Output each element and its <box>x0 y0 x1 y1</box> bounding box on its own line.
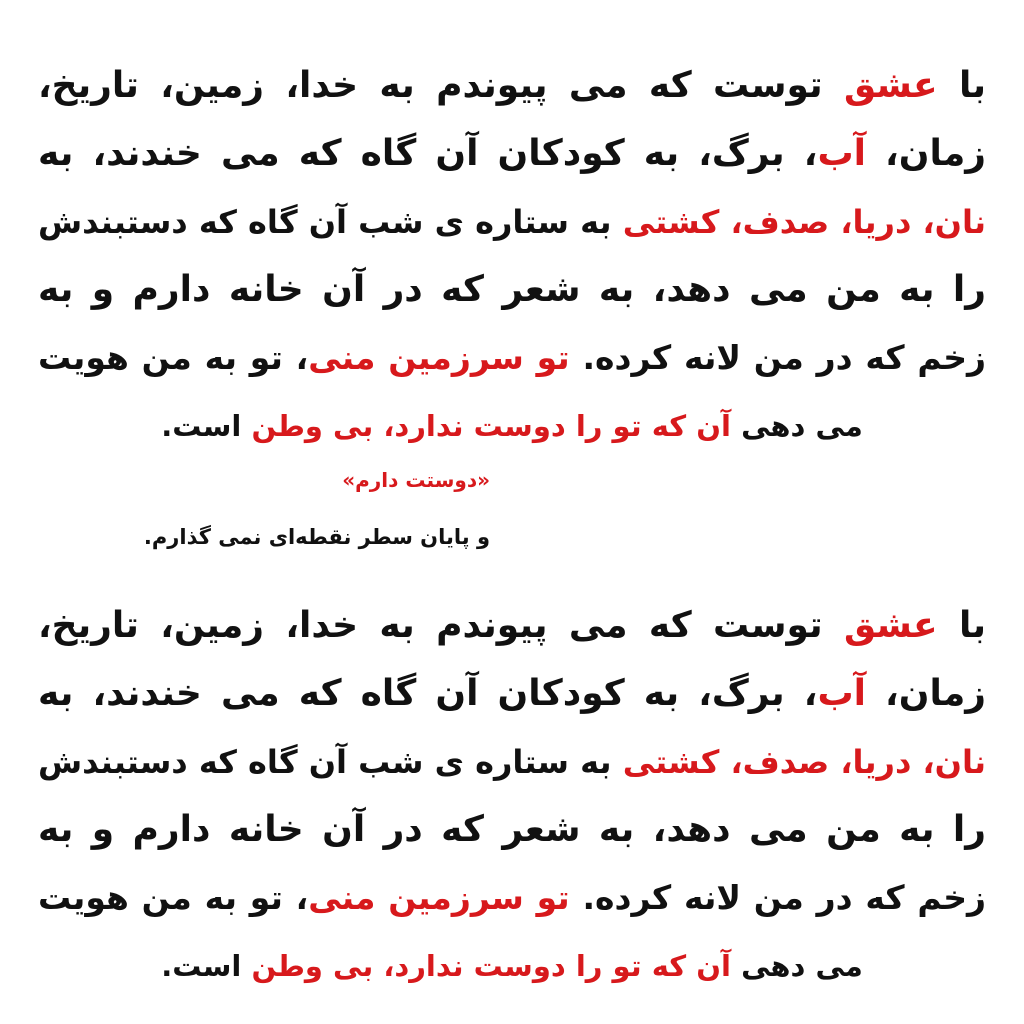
poem-segment: با <box>937 605 986 646</box>
period-note: و پایان سطر نقطه‌ای نمی گذارم. <box>143 525 490 549</box>
poem-line <box>38 864 986 932</box>
poem-segment: به ستاره ی شب آن گاه که دستبندش <box>38 743 623 781</box>
poem-segment-highlight: آب <box>817 673 866 714</box>
poem-segment: ، تو به من هویت <box>38 878 309 917</box>
poem-segment-highlight: آب <box>817 133 866 174</box>
poem-segment-highlight: تو سرزمین منی <box>308 338 570 377</box>
poem-line <box>38 256 986 324</box>
poem-segment-highlight: عشق <box>843 605 938 646</box>
poem-segment: به ستاره ی شب آن گاه که دستبندش <box>38 203 623 241</box>
poem-segment: زمان، <box>865 133 986 174</box>
poem-line <box>38 728 986 796</box>
poem-segment-highlight: نان، دریا، صدف، کشتی <box>622 203 986 241</box>
poem-segment-highlight: آن که تو را دوست ندارد، بی وطن <box>251 949 731 983</box>
poem-segment-highlight: تو سرزمین منی <box>308 878 570 917</box>
poem-segment: ، تو به من هویت <box>38 338 309 377</box>
poem-segment: زمان، <box>865 673 986 714</box>
poem-block-top <box>38 52 986 460</box>
poem-segment-highlight: نان، دریا، صدف، کشتی <box>622 743 986 781</box>
poem-segment-highlight: عشق <box>843 65 938 106</box>
poem-segment: با <box>937 65 986 106</box>
poem-line <box>38 932 986 1000</box>
poem-segment: را به من می دهد، به شعر که در آن خانه دارم و به <box>38 809 986 850</box>
poem-segment: ، برگ، به کودکان آن گاه که می خندند، به <box>38 673 818 714</box>
poem-segment: است. <box>161 949 252 983</box>
poem-line <box>38 52 986 120</box>
poem-line <box>38 188 986 256</box>
poem-line <box>38 592 986 660</box>
poem-segment: توست که می پیوندم به خدا، زمین، تاریخ، <box>38 65 844 106</box>
poem-line <box>38 392 986 460</box>
quote-note: «دوستت دارم» <box>342 468 490 492</box>
poem-segment: را به من می دهد، به شعر که در آن خانه دارم و به <box>38 269 986 310</box>
poem-segment: زخم که در من لانه کرده. <box>569 878 986 917</box>
poem-line <box>38 660 986 728</box>
poem-segment: می دهی <box>730 409 863 443</box>
poem-segment: زخم که در من لانه کرده. <box>569 338 986 377</box>
poem-line <box>38 120 986 188</box>
poem-segment: می دهی <box>730 949 863 983</box>
poem-line <box>38 324 986 392</box>
poem-segment: است. <box>161 409 252 443</box>
poem-segment: ، برگ، به کودکان آن گاه که می خندند، به <box>38 133 818 174</box>
poem-segment: توست که می پیوندم به خدا، زمین، تاریخ، <box>38 605 844 646</box>
poem-segment-highlight: آن که تو را دوست ندارد، بی وطن <box>251 409 731 443</box>
poem-line <box>38 796 986 864</box>
poem-block-bottom <box>38 592 986 1000</box>
